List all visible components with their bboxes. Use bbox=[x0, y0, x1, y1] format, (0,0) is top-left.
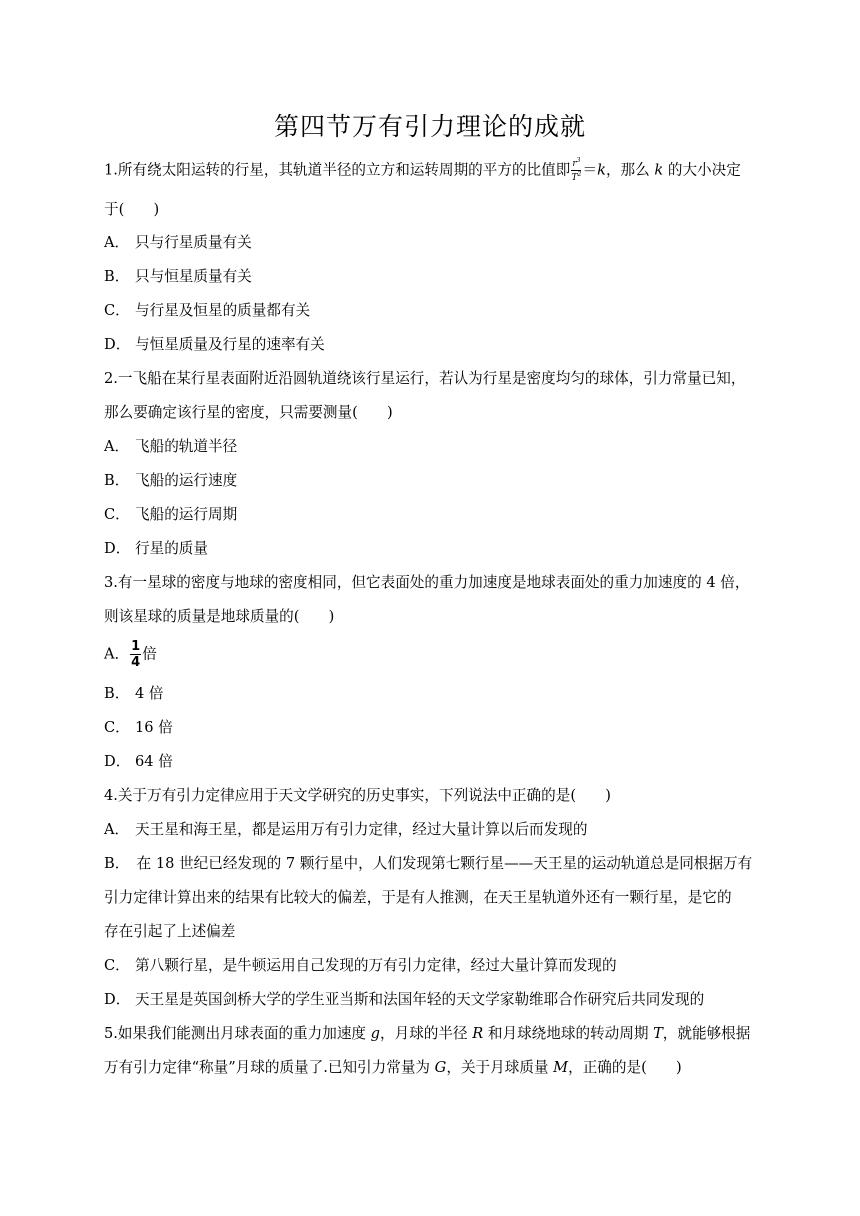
option-label: C． bbox=[104, 719, 130, 736]
frac-den-exp: 2 bbox=[577, 171, 582, 178]
option-label: C． bbox=[104, 506, 130, 523]
var-G: G bbox=[434, 1059, 447, 1076]
q5-text-d: ，就能够根据 bbox=[662, 1025, 751, 1042]
option-suffix: 倍 bbox=[142, 645, 157, 663]
q5-text-a: 5.如果我们能测出月球表面的重力加速度 bbox=[104, 1025, 367, 1042]
page-title: 第四节万有引力理论的成就 bbox=[273, 112, 586, 141]
q4-option-b-line-1: B． 在 18 世纪已经发现的 7 颗行星中，人们发现第七颗行星——天王星的运动轨道总是同根据万有 bbox=[104, 855, 753, 872]
option-label: D． bbox=[104, 753, 131, 770]
q1-option-a bbox=[104, 233, 252, 253]
q4-option-a bbox=[104, 820, 587, 840]
frac-den: T bbox=[571, 173, 578, 183]
option-text: 只与恒星质量有关 bbox=[135, 268, 252, 285]
question-3-line-1: 3.有一星球的密度与地球的密度相同，但它表面处的重力加速度是地球表面处的重力加速度的 4 倍， bbox=[104, 574, 750, 591]
question-2-line-2: 那么要确定该行星的密度，只需要测量( ) bbox=[104, 404, 393, 421]
q2-option-c bbox=[104, 505, 237, 525]
option-label: A． bbox=[104, 438, 130, 455]
question-4-line-1: 4.关于万有引力定律应用于天文学研究的历史事实，下列说法中正确的是( ) bbox=[104, 787, 611, 804]
q1-text-d: 的大小决定 bbox=[667, 161, 741, 179]
q1-option-d bbox=[104, 335, 325, 355]
frac-num: r bbox=[572, 159, 577, 169]
frac-den: 4 bbox=[131, 655, 141, 670]
q4-option-b-line-3: 存在引起了上述偏差 bbox=[104, 923, 236, 940]
option-label: D． bbox=[104, 336, 131, 353]
option-text: 4 倍 bbox=[135, 685, 164, 702]
option-text: 天王星是英国剑桥大学的学生亚当斯和法国年轻的天文学家勒维耶合作研究后共同发现的 bbox=[135, 991, 705, 1008]
option-label: C． bbox=[104, 957, 130, 974]
q2-option-b bbox=[104, 471, 237, 491]
option-text: 飞船的轨道半径 bbox=[135, 438, 238, 455]
q1-option-b bbox=[104, 267, 252, 287]
option-text: 行星的质量 bbox=[135, 540, 208, 557]
option-text: 只与行星质量有关 bbox=[135, 234, 252, 251]
q4-option-c bbox=[104, 956, 617, 976]
var-k: k bbox=[597, 161, 606, 179]
q3-option-c bbox=[104, 718, 173, 738]
option-text: 飞船的运行速度 bbox=[135, 472, 238, 489]
question-1-line-2: 于( ) bbox=[104, 201, 160, 218]
var-k-2: k bbox=[654, 161, 664, 179]
q4-option-d bbox=[104, 990, 704, 1010]
option-text: 飞船的运行周期 bbox=[135, 506, 238, 523]
option-label: D． bbox=[104, 540, 131, 557]
q5-text-e: 万有引力定律“称量”月球的质量了.已知引力常量为 bbox=[104, 1059, 431, 1076]
fraction-r3-over-t2 bbox=[571, 158, 581, 183]
option-label: B． bbox=[104, 685, 130, 702]
question-2-line-1: 2.一飞船在某行星表面附近沿圆轨道绕该行星运行，若认为行星是密度均匀的球体，引力常量已知， bbox=[104, 370, 746, 387]
var-T: T bbox=[653, 1025, 663, 1042]
var-M: M bbox=[553, 1059, 569, 1076]
q1-option-c bbox=[104, 301, 310, 321]
q5-text-c: 和月球绕地球的转动周期 bbox=[487, 1025, 649, 1042]
option-label: A． bbox=[104, 645, 130, 663]
q3-option-d bbox=[104, 752, 173, 772]
question-5-line-1 bbox=[104, 1024, 764, 1044]
q1-text-c: ，那么 bbox=[605, 161, 650, 179]
option-text: 与行星及恒星的质量都有关 bbox=[135, 302, 311, 319]
question-3-line-2: 则该星球的质量是地球质量的( ) bbox=[104, 608, 335, 625]
option-text: 与恒星质量及行星的速率有关 bbox=[135, 336, 325, 353]
frac-num-exp: 3 bbox=[576, 157, 581, 164]
question-5-line-2 bbox=[104, 1058, 764, 1078]
q1-text-a: 1.所有绕太阳运转的行星，其轨道半径的立方和运转周期的平方的比值即 bbox=[104, 161, 571, 179]
option-label: A． bbox=[104, 234, 130, 251]
option-text: 16 倍 bbox=[135, 719, 173, 736]
var-g: g bbox=[370, 1025, 381, 1042]
option-label: B． bbox=[104, 268, 130, 285]
option-label: A． bbox=[104, 821, 130, 838]
option-text: 64 倍 bbox=[135, 753, 173, 770]
option-label: B． bbox=[104, 472, 130, 489]
q5-text-f: ，关于月球质量 bbox=[446, 1059, 549, 1076]
q1-text-b: ＝ bbox=[582, 161, 598, 179]
q2-option-a bbox=[104, 437, 237, 457]
option-label: D． bbox=[104, 991, 131, 1008]
frac-num: 1 bbox=[131, 639, 141, 654]
q5-text-g: ，正确的是( ) bbox=[568, 1059, 682, 1076]
q5-text-b: ，月球的半径 bbox=[380, 1025, 468, 1042]
option-text: 第八颗行星，是牛顿运用自己发现的万有引力定律，经过大量计算而发现的 bbox=[135, 957, 617, 974]
q4-option-b-line-2: 引力定律计算出来的结果有比较大的偏差，于是有人推测，在天王星轨道外还有一颗行星，是它的 bbox=[104, 889, 732, 906]
option-text: 天王星和海王星，都是运用万有引力定律，经过大量计算以后而发现的 bbox=[135, 821, 588, 838]
q2-option-d bbox=[104, 539, 208, 559]
question-1-line-1 bbox=[104, 158, 764, 183]
q3-option-b bbox=[104, 684, 164, 704]
q3-option-a bbox=[104, 640, 157, 669]
option-label: C． bbox=[104, 302, 130, 319]
var-R: R bbox=[472, 1025, 484, 1042]
fraction-one-quarter bbox=[130, 640, 141, 669]
